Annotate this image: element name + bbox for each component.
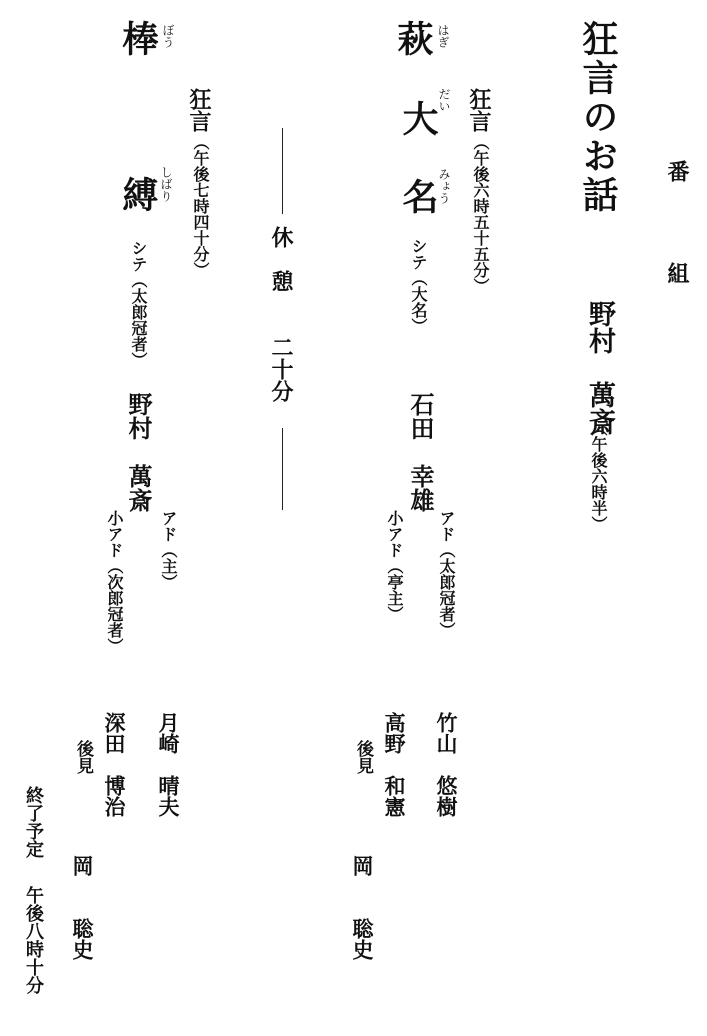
play1-name-ado: 竹山 悠樹 xyxy=(434,712,459,817)
play1-ruby-myo: みょう xyxy=(437,168,451,204)
play2-name-ado: 月崎 晴夫 xyxy=(156,712,181,817)
play1-name-shite: 石田 幸雄 xyxy=(406,392,435,512)
play2-title-bo: 棒 xyxy=(117,20,159,56)
play2-role-ado: アド（主） xyxy=(159,510,178,590)
play1-ruby-dai: だい xyxy=(437,88,451,112)
play2-name-koken: 岡 聡史 xyxy=(70,855,95,960)
program-title: 狂言のお話 xyxy=(577,20,619,215)
end-time: 午後八時十分 xyxy=(23,886,44,994)
play2-name-shite: 野村 萬斎 xyxy=(124,392,153,512)
play1-time: （午後六時五十五分） xyxy=(471,134,490,294)
intermission-rule-bottom xyxy=(282,428,283,510)
play2-role-koken: 後見 xyxy=(73,740,93,774)
speaker-name: 野村 萬斎 xyxy=(584,300,615,435)
play2-title-shibari: 縛 xyxy=(117,176,159,212)
play1-name-koado: 高野 和憲 xyxy=(382,712,407,817)
play1-title-dai: 大 xyxy=(397,100,439,136)
intermission-label: 休 憩 二十分 xyxy=(268,226,294,402)
play1-role-koken: 後見 xyxy=(353,740,373,774)
play2-time: （午後七時四十分） xyxy=(191,134,210,278)
play2-role-shite: シテ（太郎冠者） xyxy=(129,240,148,368)
play1-name-koken: 岡 聡史 xyxy=(350,855,375,960)
play2-ruby-shibari: しばり xyxy=(159,166,173,202)
play1-role-ado: アド（太郎冠者） xyxy=(437,510,456,638)
play1-ruby-hagi: はぎ xyxy=(436,24,450,48)
intermission-rule-top xyxy=(282,128,283,214)
end-label: 終了予定 xyxy=(23,786,44,858)
play1-title-hagi: 萩 xyxy=(392,20,434,56)
play2-role-koado: 小アド（次郎冠者） xyxy=(105,510,124,654)
play1-genre: 狂言 xyxy=(466,88,492,132)
play2-ruby-bo: ぼう xyxy=(161,24,175,48)
play1-role-shite: シテ（大名） xyxy=(409,238,428,334)
play2-name-koado: 深田 博治 xyxy=(102,712,127,817)
play1-title-myo: 名 xyxy=(397,178,439,214)
speaker-time: （午後六時半） xyxy=(589,420,608,532)
banner-ban: 番 xyxy=(664,160,690,182)
play2-genre: 狂言 xyxy=(186,88,212,132)
banner-kumi: 組 xyxy=(664,262,690,284)
play1-role-koado: 小アド（亭主） xyxy=(385,510,404,622)
